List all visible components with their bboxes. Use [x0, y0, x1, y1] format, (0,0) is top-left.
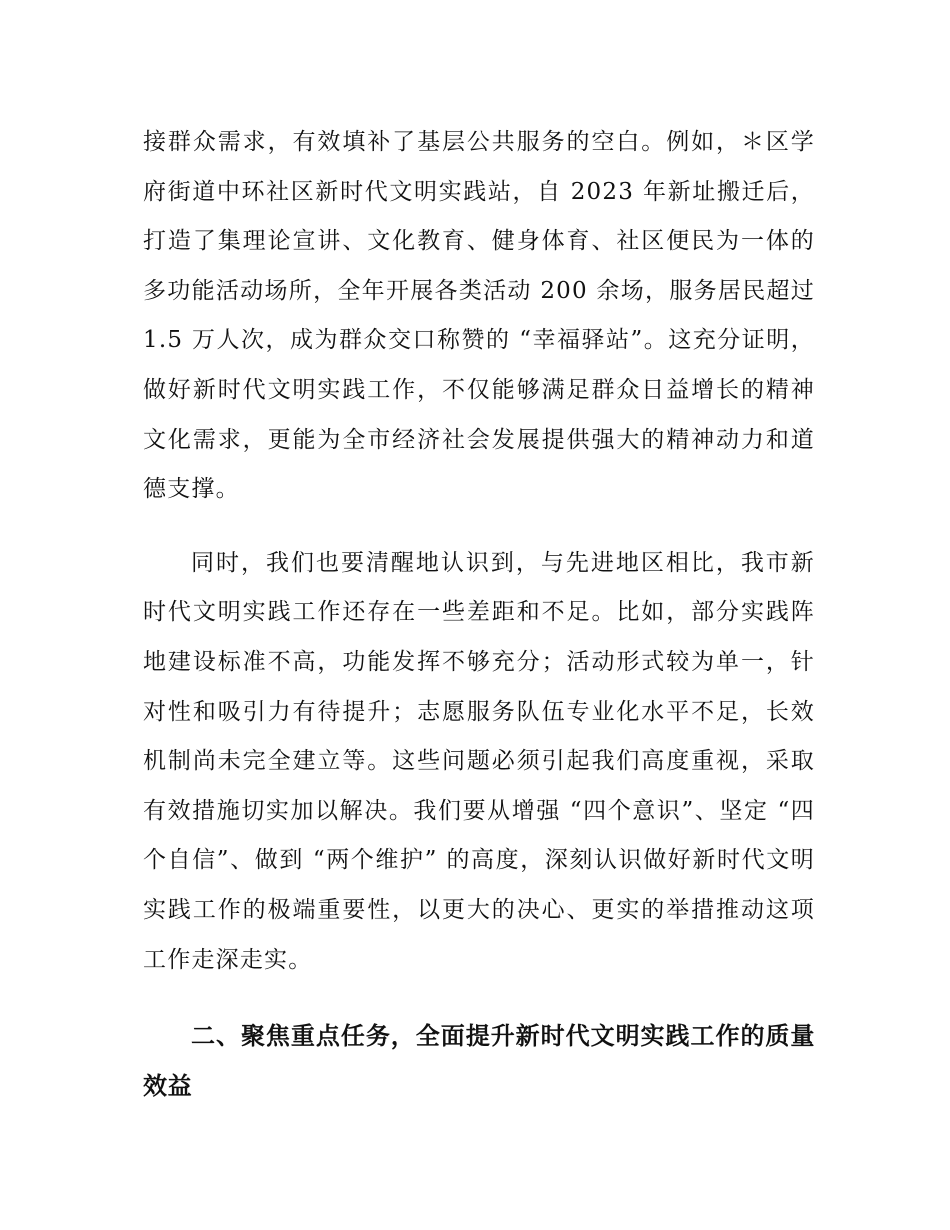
paragraph-continued: 接群众需求，有效填补了基层公共服务的空白。例如，＊区学府街道中环社区新时代文明实践站，自 2023 年新址搬迁后，打造了集理论宣讲、文化教育、健身体育、社区便民为一体的多功能活动场所，全年开展各类活动 200 余场，服务居民超过 1.5 万人次，成为群众交口称赞的 “幸福驿站”。这充分证明，做好新时代文明实践工作，不仅能够满足群众日益增长的精神文化需求，更能为全市经济社会发展提供强大的精神动力和道德支撑。 — [143, 129, 815, 503]
paragraph-shortcomings: 同时，我们也要清醒地认识到，与先进地区相比，我市新时代文明实践工作还存在一些差距和不足。比如，部分实践阵地建设标准不高，功能发挥不够充分；活动形式较为单一，针对性和吸引力有待提升；志愿服务队伍专业化水平不足，长效机制尚未完全建立等。这些问题必须引起我们高度重视，采取有效措施切实加以解决。我们要从增强 “四个意识”、坚定 “四个自信”、做到 “两个维护” 的高度，深刻认识做好新时代文明实践工作的极端重要性，以更大的决心、更实的举措推动这项工作走深走实。 — [143, 549, 815, 973]
section-heading: 二、聚焦重点任务，全面提升新时代文明实践工作的质量效益 — [143, 1022, 815, 1101]
document-page — [143, 118, 815, 1111]
